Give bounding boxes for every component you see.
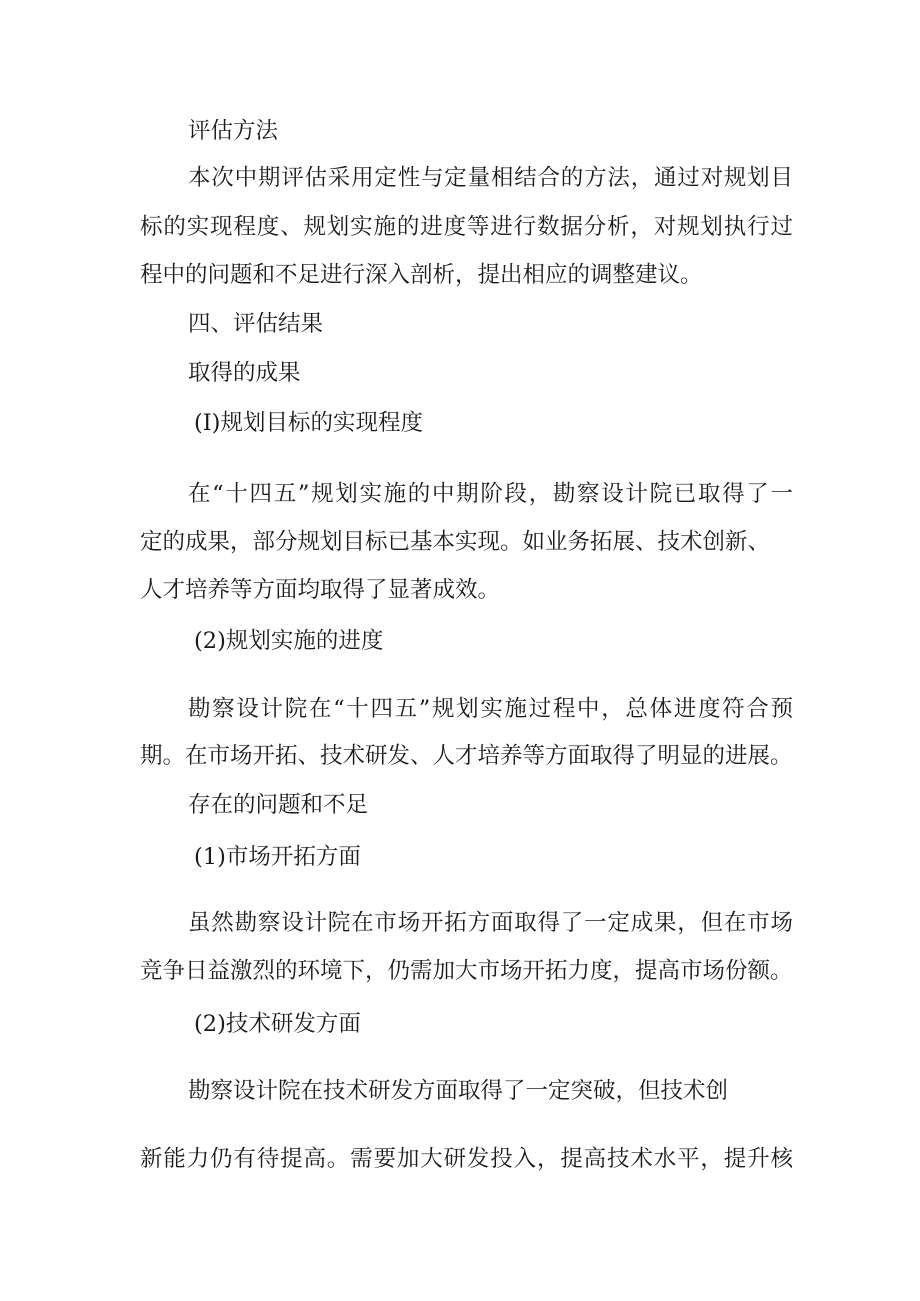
paragraph-goal-degree-line: 定的成果，部分规划目标已基本实现。如业务拓展、技术创新、: [140, 529, 771, 555]
item-heading-tech: (2)技术研发方面: [194, 1011, 361, 1037]
paragraph-market-line: 虽然勘察设计院在市场开拓方面取得了一定成果，但在市场: [188, 910, 793, 936]
paragraph-goal-degree-line: 人才培养等方面均取得了显著成效。: [140, 577, 501, 603]
paragraph-market-line: 竞争日益激烈的环境下，仍需加大市场开拓力度，提高市场份额。: [140, 958, 793, 984]
paragraph-method-line: 标的实现程度、规划实施的进度等进行数据分析，对规划执行过: [140, 214, 793, 240]
subsection-heading-problems: 存在的问题和不足: [188, 792, 369, 818]
item-heading-market: (1)市场开拓方面: [194, 844, 361, 870]
section-heading-method: 评估方法: [188, 118, 279, 144]
paragraph-tech-line: 新能力仍有待提高。需要加大研发投入，提高技术水平，提升核: [140, 1146, 793, 1172]
paragraph-tech-line: 勘察设计院在技术研发方面取得了一定突破，但技术创: [188, 1078, 729, 1104]
paragraph-progress-line: 勘察设计院在“十四五”规划实施过程中，总体进度符合预: [188, 696, 793, 722]
paragraph-method-line: 本次中期评估采用定性与定量相结合的方法，通过对规划目: [188, 165, 793, 191]
subsection-heading-achievements: 取得的成果: [188, 360, 301, 386]
item-heading-progress: (2)规划实施的进度: [194, 628, 384, 654]
item-heading-goal-degree: (I)规划目标的实现程度: [194, 410, 423, 436]
paragraph-goal-degree-line: 在“十四五”规划实施的中期阶段，勘察设计院已取得了一: [188, 481, 793, 507]
section-heading-results: 四、评估结果: [188, 311, 324, 337]
paragraph-progress-line: 期。在市场开拓、技术研发、人才培养等方面取得了明显的进展。: [140, 743, 793, 769]
paragraph-method-line: 程中的问题和不足进行深入剖析，提出相应的调整建议。: [140, 262, 703, 288]
